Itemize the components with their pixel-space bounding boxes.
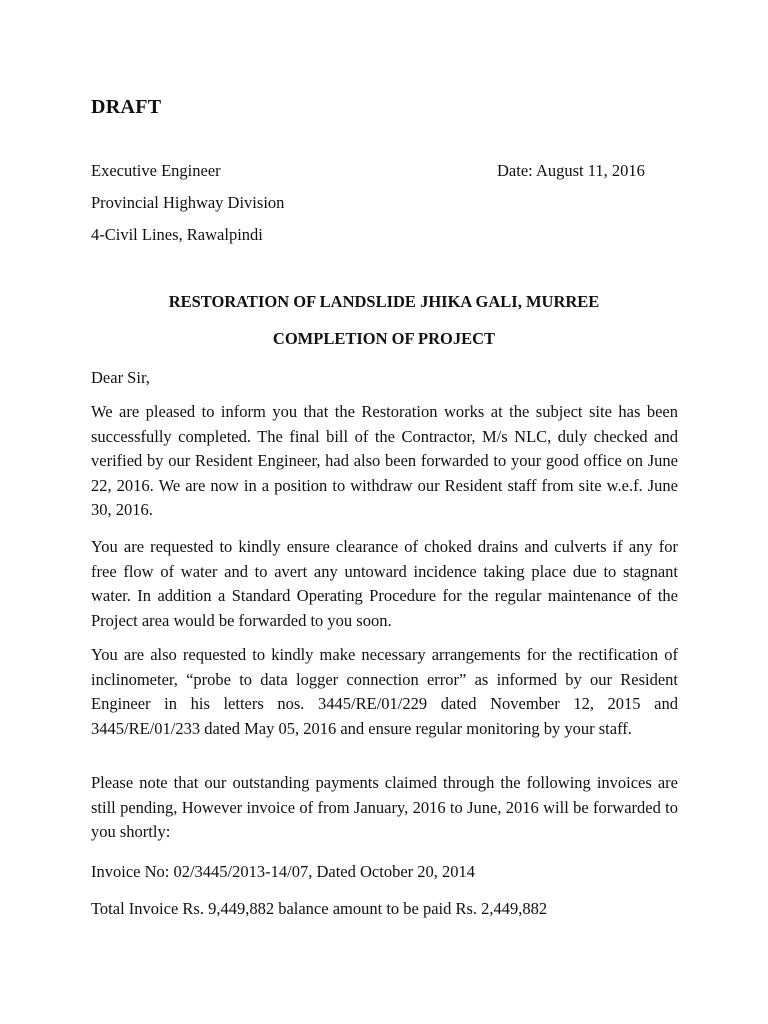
paragraph-completion: We are pleased to inform you that the Restoration works at the subject site has been successfully completed. The final bill of the Contractor, M/s NLC, duly checked and verified by our Resident Engineer, had also been forwarded to your good office on June 22, 2016. We are now in a position to withdraw our Resident staff from site w.e.f. June 30, 2016. bbox=[91, 402, 678, 519]
invoice-line: Invoice No: 02/3445/2013-14/07, Dated October 20, 2014 bbox=[91, 862, 476, 881]
draft-label: DRAFT bbox=[91, 96, 162, 118]
paragraph-inclinometer: You are also requested to kindly make necessary arrangements for the rectification of inclinometer, “probe to data logger connection error” as informed by our Resident Engineer in his letters nos. 3445/RE/01/229 dated November 12, 2015 and 3445/RE/01/233 dated May 05, 2016 and ensure regular monitoring by your staff. bbox=[91, 645, 678, 738]
total-invoice-line: Total Invoice Rs. 9,449,882 balance amount to be paid Rs. 2,449,882 bbox=[91, 899, 548, 918]
subject-line-1: RESTORATION OF LANDSLIDE JHIKA GALI, MURREE bbox=[168, 292, 600, 311]
subject-line-2: COMPLETION OF PROJECT bbox=[272, 329, 496, 348]
recipient-address: 4-Civil Lines, Rawalpindi bbox=[91, 225, 263, 244]
salutation: Dear Sir, bbox=[91, 368, 150, 387]
paragraph-payments: Please note that our outstanding payments claimed through the following invoices are still pending, However invoice of from January, 2016 to June, 2016 will be forwarded to you shortly: bbox=[91, 773, 678, 841]
recipient-division: Provincial Highway Division bbox=[91, 193, 285, 212]
recipient-title: Executive Engineer bbox=[91, 161, 221, 180]
paragraph-drains: You are requested to kindly ensure clearance of choked drains and culverts if any for free flow of water and to avert any untoward incidence taking place due to stagnant water. In addition a Standard Operating Procedure for the regular maintenance of the Project area would be forwarded to you soon. bbox=[91, 537, 678, 630]
letter-date: Date: August 11, 2016 bbox=[497, 161, 645, 180]
